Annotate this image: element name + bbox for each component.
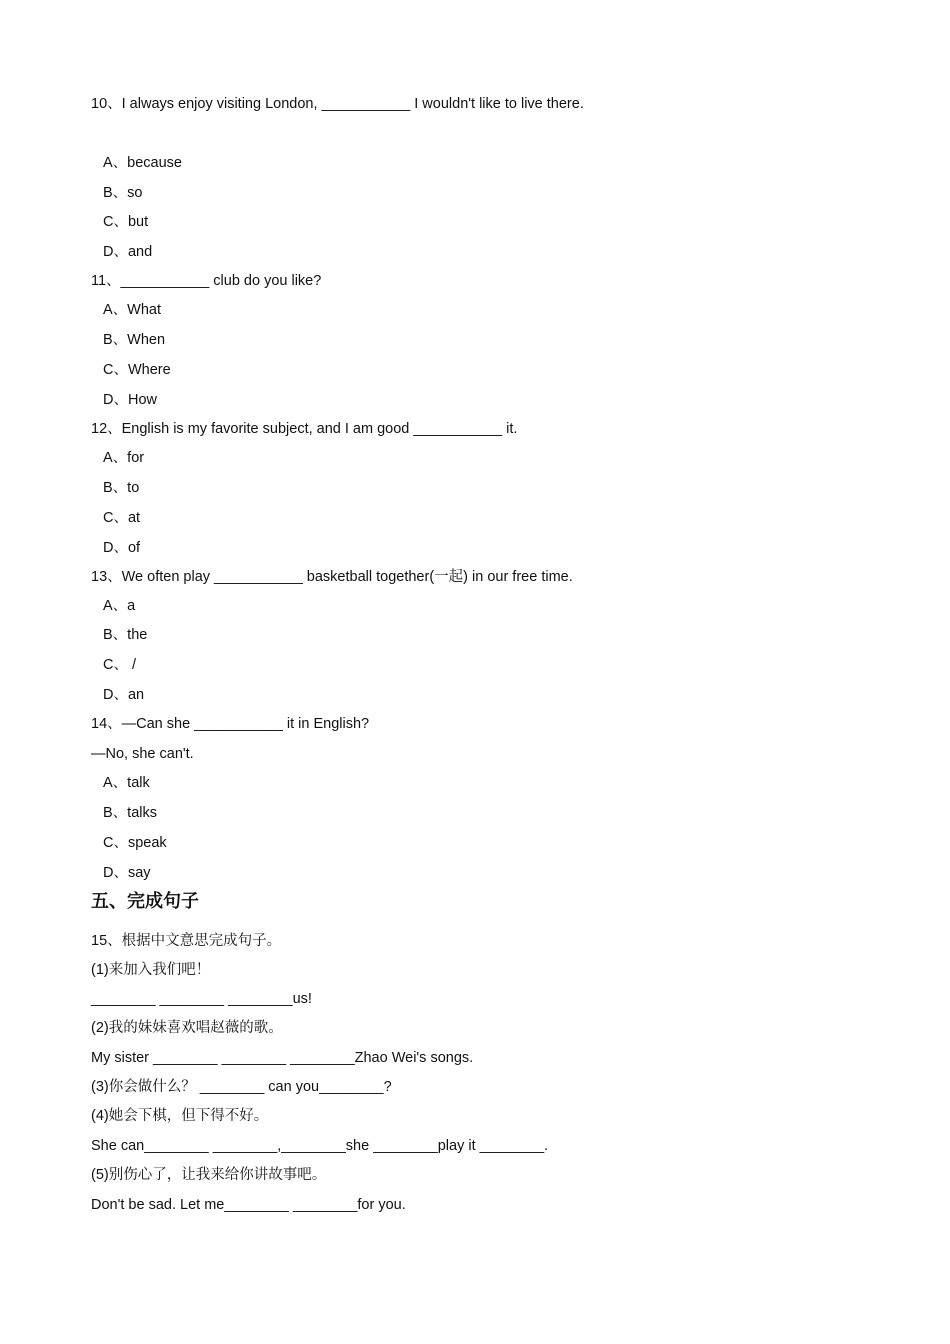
- q12-option-d[interactable]: D、of: [103, 540, 141, 556]
- q10-option-a[interactable]: A、because: [103, 155, 182, 171]
- q15-item-1-prompt: (1)来加入我们吧！: [91, 962, 211, 978]
- q14-option-d[interactable]: D、say: [103, 865, 151, 881]
- q13-option-a[interactable]: A、a: [103, 598, 136, 614]
- q13-option-c[interactable]: C、 /: [103, 657, 137, 673]
- q12-option-b[interactable]: B、to: [103, 480, 140, 496]
- q15-item-4-blanks: She can________ ________,________she ________play it ________.: [91, 1138, 549, 1154]
- q15-item-2-prompt: (2)我的妹妹喜欢唱赵薇的歌。: [91, 1020, 283, 1036]
- section-heading: 五、完成句子: [91, 891, 199, 912]
- q15-item-3: (3)你会做什么？ ________ can you________?: [91, 1079, 392, 1095]
- q11-option-c[interactable]: C、Where: [103, 362, 171, 378]
- q14-option-c[interactable]: C、speak: [103, 835, 167, 851]
- q14-option-b[interactable]: B、talks: [103, 805, 157, 821]
- q14-option-a[interactable]: A、talk: [103, 775, 150, 791]
- question-12-stem: 12、English is my favorite subject, and I am good ___________ it.: [91, 421, 518, 437]
- q15-item-2-blanks: My sister ________ ________ ________Zhao Wei's songs.: [91, 1050, 474, 1066]
- q15-item-5-blanks: Don't be sad. Let me________ ________for you.: [91, 1197, 406, 1213]
- question-14-response: —No, she can't.: [91, 746, 194, 762]
- q11-option-d[interactable]: D、How: [103, 392, 157, 408]
- q11-option-a[interactable]: A、What: [103, 302, 162, 318]
- q10-option-d[interactable]: D、and: [103, 244, 153, 260]
- question-13-stem: 13、We often play ___________ basketball together(一起) in our free time.: [91, 569, 573, 585]
- question-15-stem: 15、根据中文意思完成句子。: [91, 933, 282, 949]
- q15-item-4-prompt: (4)她会下棋，但下得不好。: [91, 1108, 269, 1124]
- q10-option-b[interactable]: B、so: [103, 185, 143, 201]
- q13-option-b[interactable]: B、the: [103, 627, 148, 643]
- q12-option-a[interactable]: A、for: [103, 450, 145, 466]
- question-14-stem: 14、—Can she ___________ it in English?: [91, 716, 370, 732]
- q13-option-d[interactable]: D、an: [103, 687, 145, 703]
- question-11-stem: 11、___________ club do you like?: [91, 273, 322, 289]
- q10-option-c[interactable]: C、but: [103, 214, 149, 230]
- q15-item-5-prompt: (5)别伤心了，让我来给你讲故事吧。: [91, 1167, 327, 1183]
- q12-option-c[interactable]: C、at: [103, 510, 141, 526]
- q15-item-1-blanks: ________ ________ ________us!: [91, 991, 312, 1007]
- q11-option-b[interactable]: B、When: [103, 332, 166, 348]
- question-10-stem: 10、I always enjoy visiting London, ___________ I wouldn't like to live there.: [91, 96, 584, 112]
